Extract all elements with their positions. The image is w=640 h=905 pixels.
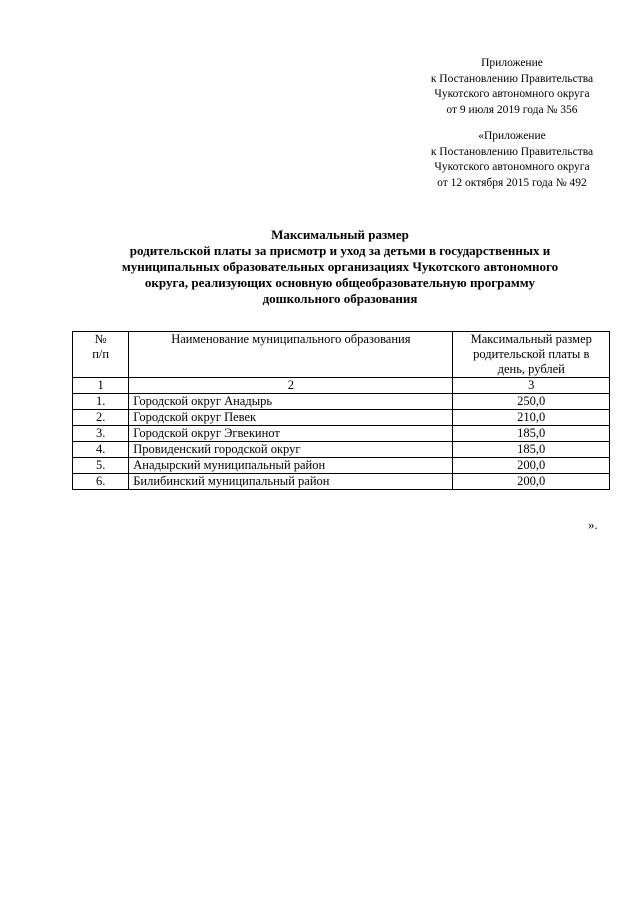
appendix-header-current bbox=[380, 56, 640, 118]
appendix-line: к Постановлению Правительства bbox=[430, 145, 594, 158]
title-line: дошкольного образования bbox=[262, 291, 418, 306]
appendix-header-original bbox=[380, 129, 640, 191]
row-num-cell: 3. bbox=[73, 426, 129, 442]
row-num-cell: 5. bbox=[73, 458, 129, 474]
table-row bbox=[73, 442, 610, 458]
row-name-cell: Анадырский муниципальный район bbox=[129, 458, 453, 474]
appendix-line: к Постановлению Правительства bbox=[430, 72, 594, 85]
table-row bbox=[73, 458, 610, 474]
row-name-cell: Билибинский муниципальный район bbox=[129, 474, 453, 490]
title-line: Максимальный размер bbox=[271, 227, 409, 242]
row-num-cell: 1. bbox=[73, 394, 129, 410]
closing-quote-mark: ». bbox=[588, 517, 598, 532]
row-num-cell: 4. bbox=[73, 442, 129, 458]
header-num-line: № bbox=[94, 332, 107, 346]
table-header-row bbox=[73, 332, 610, 378]
header-value-line: день, рублей bbox=[497, 362, 565, 376]
header-name-cell: Наименование муниципального образования bbox=[129, 332, 453, 378]
row-name-cell: Провиденский городской округ bbox=[129, 442, 453, 458]
parental-fee-table bbox=[72, 331, 610, 490]
column-number-cell: 3 bbox=[453, 378, 610, 394]
row-num-cell: 6. bbox=[73, 474, 129, 490]
row-value-cell: 200,0 bbox=[453, 458, 610, 474]
column-number-cell: 2 bbox=[129, 378, 453, 394]
row-value-cell: 200,0 bbox=[453, 474, 610, 490]
document-title bbox=[60, 227, 620, 307]
appendix-line: от 12 октября 2015 года № 492 bbox=[437, 176, 587, 189]
row-name-cell: Городской округ Анадырь bbox=[129, 394, 453, 410]
appendix-line: «Приложение bbox=[478, 130, 546, 142]
appendix-line: Чукотского автономного округа bbox=[434, 88, 590, 100]
header-value-cell bbox=[453, 332, 610, 378]
row-name-cell: Городской округ Певек bbox=[129, 410, 453, 426]
table-row bbox=[73, 426, 610, 442]
title-line: родительской платы за присмотр и уход за детьми в государственных и bbox=[129, 243, 551, 258]
header-num-cell bbox=[73, 332, 129, 378]
row-num-cell: 2. bbox=[73, 410, 129, 426]
row-value-cell: 185,0 bbox=[453, 426, 610, 442]
header-value-line: родительской платы в bbox=[473, 347, 590, 361]
title-line: округа, реализующих основную общеобразовательную программу bbox=[144, 275, 536, 290]
column-number-row bbox=[73, 378, 610, 394]
row-value-cell: 250,0 bbox=[453, 394, 610, 410]
row-value-cell: 210,0 bbox=[453, 410, 610, 426]
table-row bbox=[73, 410, 610, 426]
row-name-cell: Городской округ Эгвекинот bbox=[129, 426, 453, 442]
header-value-line: Максимальный размер bbox=[470, 332, 592, 346]
column-number-cell: 1 bbox=[73, 378, 129, 394]
appendix-line: от 9 июля 2019 года № 356 bbox=[446, 103, 578, 116]
table-row bbox=[73, 474, 610, 490]
appendix-line: Чукотского автономного округа bbox=[434, 161, 590, 173]
title-line: муниципальных образовательных организациях Чукотского автономного bbox=[121, 259, 559, 274]
table-row bbox=[73, 394, 610, 410]
appendix-line: Приложение bbox=[481, 57, 543, 69]
row-value-cell: 185,0 bbox=[453, 442, 610, 458]
header-num-line: п/п bbox=[92, 347, 110, 361]
